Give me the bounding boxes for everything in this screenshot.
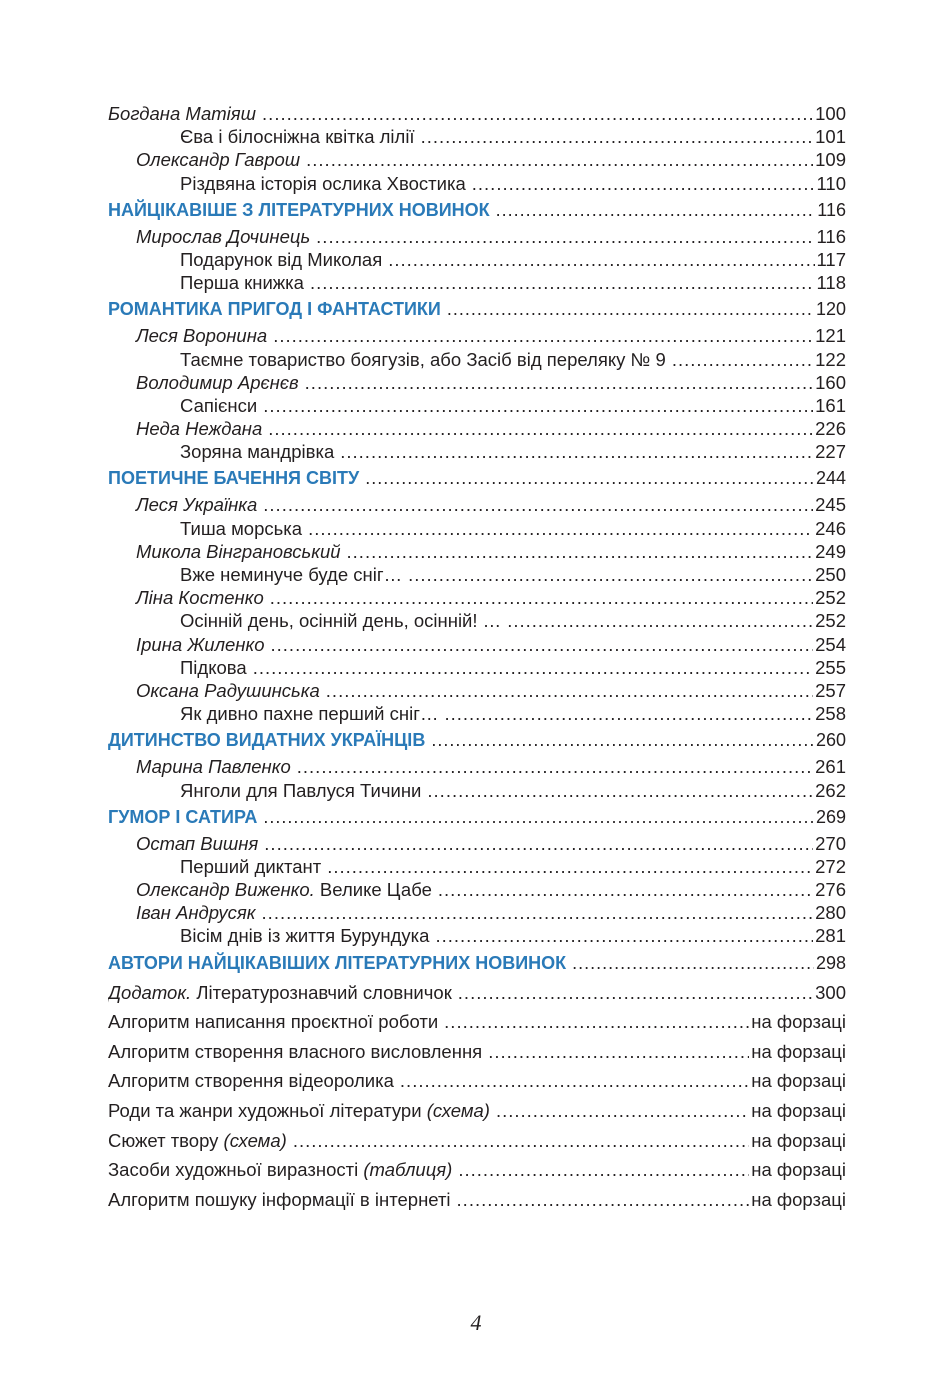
dot-leader — [400, 1066, 749, 1096]
toc-page-number: на форзаці — [751, 1070, 846, 1092]
toc-entry-title: Володимир Арєнєв — [136, 371, 299, 393]
dot-leader — [306, 148, 813, 171]
toc-section-heading — [108, 948, 846, 978]
toc-entry-title: Леся Українка — [136, 494, 258, 516]
dot-leader — [263, 802, 814, 832]
toc-page-number: 254 — [815, 633, 846, 655]
toc-appendix-entry — [108, 1066, 846, 1096]
toc-appendix-entry — [108, 1037, 846, 1067]
dot-leader — [672, 348, 813, 371]
toc-author-entry — [108, 148, 846, 171]
dot-leader — [421, 125, 814, 148]
toc-entry-title: Алгоритм створення власного висловлення — [108, 1040, 483, 1062]
toc-entry-title: Янголи для Павлуся Тичини — [180, 779, 422, 801]
toc-page-number: 250 — [815, 564, 846, 585]
dot-leader — [435, 924, 813, 947]
toc-work-entry — [108, 924, 846, 947]
dot-leader — [458, 978, 813, 1008]
toc-entry-title: Роди та жанри художньої літератури (схема) — [108, 1100, 490, 1121]
toc-section-heading — [108, 725, 846, 755]
toc-entry-title: ДИТИНСТВО ВИДАТНИХ УКРАЇНЦІВ — [108, 730, 426, 751]
toc-section-heading — [108, 802, 846, 832]
toc-entry-title: Олександр Виженко. Велике Цабе — [136, 879, 432, 901]
toc-entry-title: Зоряна мандрівка — [180, 441, 335, 463]
toc-author-entry — [108, 493, 846, 516]
toc-page-number: 272 — [815, 855, 846, 877]
toc-entry-title: РОМАНТИКА ПРИГОД І ФАНТАСТИКИ — [108, 299, 441, 320]
toc-page-number: 118 — [816, 272, 846, 294]
dot-leader — [293, 1126, 749, 1156]
dot-leader — [496, 1096, 749, 1126]
toc-entry-title: Іван Андрусяк — [136, 902, 256, 924]
toc-author-entry — [108, 832, 846, 855]
toc-page-number: 120 — [815, 299, 846, 320]
toc-entry-title: Перша книжка — [180, 272, 304, 294]
toc-entry-title: Засоби художньої виразності (таблиця) — [108, 1159, 453, 1181]
toc-page-number: 109 — [815, 149, 846, 171]
toc-page-number: 276 — [815, 879, 846, 901]
dot-leader — [365, 463, 814, 493]
toc-entry-title: Вісім днів із життя Бурундука — [180, 925, 430, 947]
dot-leader — [347, 540, 814, 563]
toc-page-number: на форзаці — [751, 1129, 846, 1151]
dot-leader — [327, 855, 813, 878]
toc-page-number: 160 — [815, 371, 846, 393]
toc-entry-title: Осінній день, осінній день, осінній! … — [180, 610, 502, 632]
toc-entry-title: АВТОРИ НАЙЦІКАВІШИХ ЛІТЕРАТУРНИХ НОВИНОК — [108, 952, 567, 973]
dot-leader — [253, 656, 813, 679]
toc-page-number: 246 — [815, 517, 846, 539]
toc-entry-title: Тиша морська — [180, 517, 303, 539]
dot-leader — [438, 878, 813, 901]
toc-author-entry — [108, 540, 846, 563]
toc-page-number: 252 — [815, 587, 846, 609]
toc-work-entry — [108, 779, 846, 802]
toc-work-entry — [108, 125, 846, 148]
toc-work-entry — [108, 855, 846, 878]
toc-entry-title: Таємне товариство боягузів, або Засіб від переляку № 9 — [180, 348, 666, 370]
dot-leader — [431, 725, 814, 755]
dot-leader — [268, 417, 813, 440]
toc-entry-title: Мирослав Дочинець — [136, 225, 311, 247]
toc-author-entry — [108, 371, 846, 394]
toc-entry-title: Остап Вишня — [136, 832, 259, 854]
toc-page-number: 117 — [816, 248, 846, 270]
toc-page-number: 249 — [815, 540, 846, 562]
toc-section-heading — [108, 195, 846, 225]
toc-author-entry — [108, 225, 846, 248]
toc-entry-title: НАЙЦІКАВІШЕ З ЛІТЕРАТУРНИХ НОВИНОК — [108, 199, 490, 220]
dot-leader — [310, 271, 815, 294]
dot-leader — [316, 225, 814, 248]
page-number: 4 — [470, 1310, 482, 1335]
toc-entry-title: Алгоритм пошуку інформації в інтернеті — [108, 1188, 451, 1210]
toc-work-entry — [108, 702, 846, 725]
toc-page-number: 261 — [815, 756, 846, 778]
toc-author-entry — [108, 586, 846, 609]
toc-entry-title: Єва і білосніжна квітка лілії — [180, 126, 415, 148]
toc-entry-title: Алгоритм створення відеоролика — [108, 1070, 394, 1092]
toc-entry-title: Як дивно пахне перший сніг… — [180, 703, 439, 725]
toc-work-entry — [108, 440, 846, 463]
toc-page-number: 122 — [815, 348, 846, 370]
toc-work-entry — [108, 248, 846, 271]
dot-leader — [427, 779, 813, 802]
toc-entry-title: Микола Вінграновський — [136, 540, 341, 562]
toc-author-entry — [108, 633, 846, 656]
toc-page-number: 101 — [815, 126, 846, 148]
toc-page-number: 161 — [815, 394, 846, 416]
toc-entry-title: Сапієнси — [180, 394, 258, 416]
toc-page-number: 298 — [815, 952, 846, 973]
toc-page-number: 257 — [815, 679, 846, 701]
toc-page-number: на форзаці — [751, 1159, 846, 1181]
dot-leader — [326, 679, 813, 702]
dot-leader — [271, 633, 814, 656]
toc-entry-title: Ірина Жиленко — [136, 633, 265, 655]
toc-page-number: 227 — [815, 441, 846, 463]
dot-leader — [297, 755, 813, 778]
dot-leader — [408, 563, 813, 586]
dot-leader — [447, 294, 814, 324]
toc-page-number: 226 — [815, 418, 846, 440]
dot-leader — [308, 517, 813, 540]
dot-leader — [264, 832, 813, 855]
toc-appendix-entry — [108, 1007, 846, 1037]
toc-work-entry — [108, 563, 846, 586]
dot-leader — [262, 102, 813, 125]
toc-page-number: 260 — [815, 730, 846, 751]
dot-leader — [305, 371, 813, 394]
toc-author-entry — [108, 102, 846, 125]
dot-leader — [388, 248, 814, 271]
toc-author-entry — [108, 679, 846, 702]
toc-appendix-entry — [108, 1126, 846, 1156]
toc-page-number: 270 — [815, 832, 846, 854]
toc-entry-title: Неда Неждана — [136, 418, 263, 440]
dot-leader — [472, 172, 815, 195]
toc-entry-title: Оксана Радушинська — [136, 679, 320, 701]
dot-leader — [262, 901, 814, 924]
toc-entry-title: Підкова — [180, 656, 247, 678]
dot-leader — [507, 609, 813, 632]
dot-leader — [488, 1037, 749, 1067]
toc-appendix-entry — [108, 1185, 846, 1215]
toc-page-number: 110 — [816, 172, 846, 194]
dot-leader — [457, 1185, 750, 1215]
dot-leader — [458, 1155, 749, 1185]
toc-appendix-entry — [108, 1096, 846, 1126]
toc-entry-title: Сюжет твору (схема) — [108, 1129, 287, 1151]
toc-author-entry — [108, 324, 846, 347]
toc-author-entry — [108, 417, 846, 440]
toc-work-entry — [108, 271, 846, 294]
table-of-contents — [108, 102, 846, 1214]
toc-page-number: на форзаці — [751, 1011, 846, 1033]
toc-entry-title: Алгоритм написання проєктної роботи — [108, 1011, 439, 1033]
toc-page-number: 245 — [815, 494, 846, 516]
toc-work-entry — [108, 394, 846, 417]
toc-work-entry — [108, 517, 846, 540]
toc-author-entry — [108, 755, 846, 778]
toc-entry-title: Різдвяна історія ослика Хвостика — [180, 172, 466, 194]
toc-entry-title: Марина Павленко — [136, 756, 291, 778]
dot-leader — [273, 324, 813, 347]
toc-page-number: 252 — [815, 610, 846, 632]
toc-page-number: на форзаці — [751, 1188, 846, 1210]
toc-work-entry — [108, 609, 846, 632]
toc-entry-title: Леся Воронина — [136, 325, 268, 347]
toc-page-number: 300 — [815, 981, 846, 1003]
dot-leader — [496, 195, 816, 225]
toc-page-number: на форзаці — [751, 1040, 846, 1062]
toc-entry-title: ПОЕТИЧНЕ БАЧЕННЯ СВІТУ — [108, 468, 360, 489]
toc-appendix-entry — [108, 1155, 846, 1185]
dot-leader — [263, 394, 813, 417]
toc-entry-title: Олександр Гаврош — [136, 149, 301, 171]
toc-page-number: 244 — [815, 468, 846, 489]
toc-page-number: 116 — [816, 225, 846, 247]
dot-leader — [340, 440, 813, 463]
dot-leader — [572, 948, 814, 978]
toc-page-number: 116 — [817, 199, 846, 220]
toc-page-number: 121 — [815, 325, 846, 347]
toc-page-number: 281 — [815, 925, 846, 947]
toc-work-entry — [108, 656, 846, 679]
toc-page-number: 280 — [815, 902, 846, 924]
toc-entry-title: Ліна Костенко — [136, 587, 264, 609]
toc-author-entry — [108, 901, 846, 924]
toc-appendix-entry — [108, 978, 846, 1008]
dot-leader — [444, 702, 813, 725]
toc-section-heading — [108, 294, 846, 324]
toc-page-number: 255 — [815, 656, 846, 678]
dot-leader — [270, 586, 813, 609]
toc-entry-title: ГУМОР І САТИРА — [108, 806, 258, 827]
toc-page-number: 262 — [815, 779, 846, 801]
toc-entry-title: Богдана Матіяш — [108, 103, 257, 124]
toc-page-number: 258 — [815, 703, 846, 725]
toc-page-number: на форзаці — [751, 1100, 846, 1121]
dot-leader — [263, 493, 813, 516]
toc-entry-title: Перший диктант — [180, 855, 322, 877]
toc-work-entry — [108, 348, 846, 371]
toc-section-heading — [108, 463, 846, 493]
toc-entry-title: Додаток. Літературознавчий словничок — [108, 981, 452, 1003]
toc-page-number: 269 — [815, 806, 846, 827]
toc-page-number: 100 — [815, 103, 846, 124]
toc-entry-title: Подарунок від Миколая — [180, 248, 383, 270]
dot-leader — [444, 1007, 749, 1037]
toc-work-entry — [108, 172, 846, 195]
toc-entry-title: Вже неминуче буде сніг… — [180, 564, 403, 585]
toc-author-entry — [108, 878, 846, 901]
